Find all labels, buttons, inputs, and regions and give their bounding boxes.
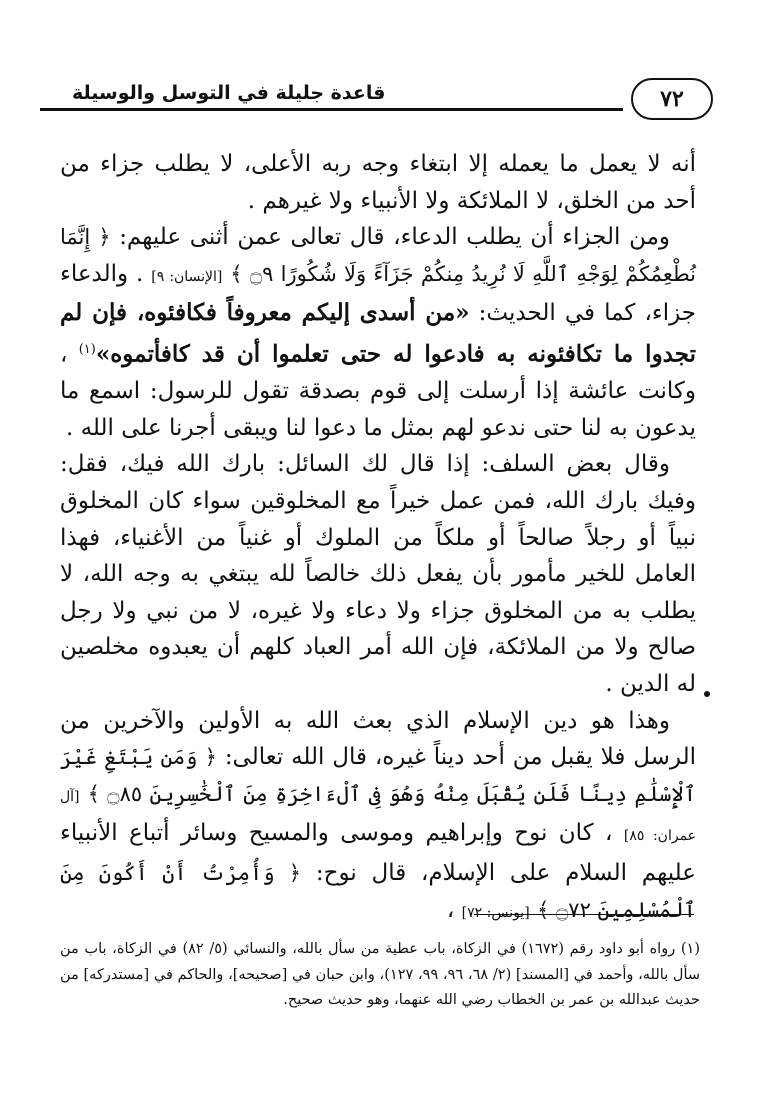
paragraph-4-text-c: ، [446, 896, 455, 923]
footnote-number: (١) [680, 941, 701, 957]
quran-verse-insan: ﴿ إِنَّمَا نُطْعِمُكُمْ لِوَجْهِ ٱللَّهِ لَا نُرِيدُ مِنكُمْ جَزَآءً وَلَا شُكُورًا ۝٩ ﴾ [60, 225, 697, 286]
footnote-text: رواه أبو داود رقم (١٦٧٢) في الزكاة، باب عطية من سأل بالله، والنسائي (٥/ ٨٢) في الزكاة، باب من سأل بالله، وأحمد في [المسند] (٢/ ٦٨، ٩٦، ٩٩، ١٢٧)، وابن حبان في [صحيحه]، والحاكم في [مستدركه] من حديث عبدالله بن عمر بن الخطاب رضي الله عنهما، وهو حديث صحيح. [60, 941, 701, 1008]
verse-reference-yunus: [يونس: ٧٢] [461, 904, 530, 921]
quran-verse-yunus: ﴿ وَأُمِرْتُ أَنْ أَكُونَ مِنَ ٱلْمُسْلِمِينَ ۝٧٢ ﴾ [60, 860, 696, 922]
paragraph-2 [60, 219, 696, 446]
paragraph-4-text-a: وهذا هو دين الإسلام الذي بعث الله به الأولين والآخرين من الرسل فلا يقبل من أحد ديناً غيره، قال الله تعالى: [60, 707, 696, 771]
verse-reference-al-imran: [آل عمران: ٨٥] [60, 788, 697, 845]
footnote [60, 937, 700, 1014]
hadith-quote: «من أسدى إليكم معروفاً فكافئوه، فإن لم تجدوا ما تكافئونه به فادعوا له حتى تعلموا أن قد كافأتموه» [60, 299, 697, 368]
paragraph-2-text-a: ومن الجزاء أن يطلب الدعاء، قال تعالى عمن أثنى عليهم: [119, 224, 671, 251]
paragraph-2-text-b: . والدعاء جزاء، كما في الحديث: [60, 260, 697, 327]
page-header [40, 78, 715, 122]
quran-verse-al-imran: ﴿ وَمَن يَبْتَغِ غَيْرَ ٱلْإِسْلَٰمِ دِينًا فَلَن يُقْبَلَ مِنْهُ وَهُوَ فِى ٱلْءَاخِرَةِ مِنَ ٱلْخَٰسِرِينَ ۝٨٥ ﴾ [60, 745, 697, 806]
header-rule [40, 108, 623, 111]
paragraph-1: أنه لا يعمل ما يعمله إلا ابتغاء وجه ربه الأعلى، لا يطلب جزاء من أحد من الخلق، لا الملائكة ولا الأنبياء ولا غيرهم . [60, 151, 696, 214]
paragraph-4 [60, 703, 696, 932]
paragraph-3: وقال بعض السلف: إذا قال لك السائل: بارك الله فيك، فقل: وفيك بارك الله، فمن عمل خيراً مع المخلوقين سواء كان المخلوق نبياً أو رجلاً صالحاً أو ملكاً من الملوك أو غنياً من الأغنياء، فهذا العامل للخير مأمور بأن يفعل ذلك خالصاً لله يبتغي به وجه الله، لا يطلب به من المخلوق جزاء ولا دعاء ولا غيره، لا من نبي ولا رجل صالح ولا من الملائكة، فإن الله أمر العباد كلهم أن يعبدوه مخلصين له الدين . [60, 451, 696, 697]
footnote-marker: (١) [78, 341, 96, 357]
footnote-separator [474, 914, 694, 915]
verse-reference: [الإنسان: ٩] [151, 268, 223, 285]
running-title: قاعدة جليلة في التوسل والوسيلة [72, 82, 386, 104]
paragraph-4-text-b: ، كان نوح وإبراهيم وموسى والمسيح وسائر أتباع الأنبياء عليهم السلام على الإسلام، قال نوح: [60, 820, 696, 886]
body-text [60, 146, 696, 931]
page-number: ٧٢ [631, 78, 713, 120]
paragraph-2-text-c: ، وكانت عائشة إذا أرسلت إلى قوم بصدقة تقول للرسول: اسمع ما يدعون به لنا حتى ندعو لهم بمثل ما دعوا لنا ويبقى أجرنا على الله . [60, 341, 696, 441]
margin-dot [704, 691, 710, 697]
